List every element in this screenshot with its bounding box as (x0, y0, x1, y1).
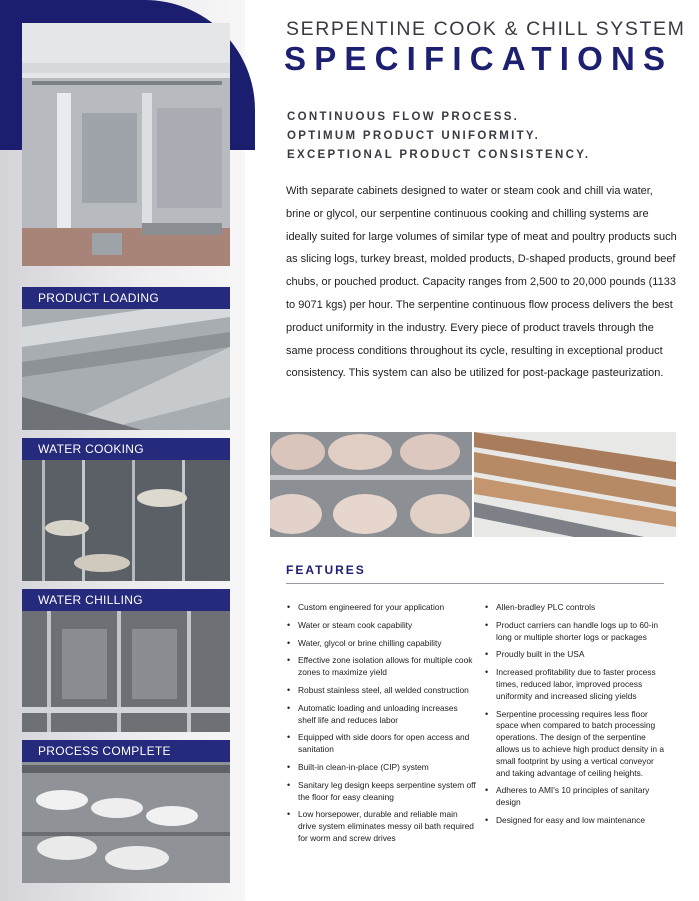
doc-subtitle: SERPENTINE COOK & CHILL SYSTEM (286, 18, 686, 40)
feature-item: • Automatic loading and unloading increases shelf life and reduces labor (287, 703, 477, 727)
feature-item: • Designed for easy and low maintenance (485, 815, 665, 827)
doc-title: SPECIFICATIONS (284, 40, 674, 77)
features-divider (286, 583, 664, 584)
cooked-product-photo (270, 432, 472, 537)
feature-item: • Adheres to AMI's 10 principles of sanitary design (485, 785, 665, 809)
side-label-water-cooking: WATER COOKING (22, 438, 230, 460)
side-label-product-loading: PRODUCT LOADING (22, 287, 230, 309)
feature-item: • Increased profitability due to faster process times, reduced labor, improved process uniformity and increased slicing yields (485, 667, 665, 702)
features-list-right (485, 602, 665, 833)
machine-photo (22, 23, 230, 266)
feature-item: • Equipped with side doors for open access and sanitation (287, 732, 477, 756)
tagline-2: OPTIMUM PRODUCT UNIFORMITY. (287, 130, 541, 142)
feature-item: • Product carriers can handle logs up to 60-in long or multiple shorter logs or packages (485, 620, 665, 644)
tagline-1: CONTINUOUS FLOW PROCESS. (287, 111, 520, 123)
side-label-water-chilling: WATER CHILLING (22, 589, 230, 611)
feature-item: • Allen-bradley PLC controls (485, 602, 665, 614)
intro-paragraph: With separate cabinets designed to water or steam cook and chill via water, brine or glycol, our serpentine continuous cooking and chilling systems are ideally suited for large volumes of similar type of meat and poultry products such as slicing logs, turkey breast, molded products, D-shaped products, ground beef chubs, or pouched product. Capacity ranges from 2,500 to 20,000 pounds (1133 to 9071 kgs) per hour. The serpentine continuous flow process delivers the best product uniformity in the industry. Every piece of product travels through the same process conditions throughout its cycle, resulting in exceptional product consistency. This system can also be utilized for post-package pasteurization. (286, 185, 677, 380)
feature-item: • Robust stainless steel, all welded construction (287, 685, 477, 697)
side-label-process-complete: PROCESS COMPLETE (22, 740, 230, 762)
feature-item: • Custom engineered for your application (287, 602, 477, 614)
feature-item: • Proudly built in the USA (485, 649, 665, 661)
features-heading: FEATURES (286, 563, 366, 577)
feature-item: • Water or steam cook capability (287, 620, 477, 632)
slicing-logs-photo (474, 432, 676, 537)
feature-item: • Effective zone isolation allows for multiple cook zones to maximize yield (287, 655, 477, 679)
tagline-3: EXCEPTIONAL PRODUCT CONSISTENCY. (287, 149, 591, 161)
feature-item: • Low horsepower, durable and reliable main drive system eliminates messy oil bath required for worm and screw drives (287, 809, 477, 844)
feature-item: • Sanitary leg design keeps serpentine system off the floor for easy cleaning (287, 780, 477, 804)
features-list-left (287, 602, 477, 851)
feature-item: • Built-in clean-in-place (CIP) system (287, 762, 477, 774)
feature-item: • Water, glycol or brine chilling capability (287, 638, 477, 650)
feature-item: • Serpentine processing requires less floor space when compared to batch processing operations. The design of the serpentine allows us to achieve high product density in a small footprint by using a vertical conveyor and taking advantage of ceiling heights. (485, 709, 665, 780)
